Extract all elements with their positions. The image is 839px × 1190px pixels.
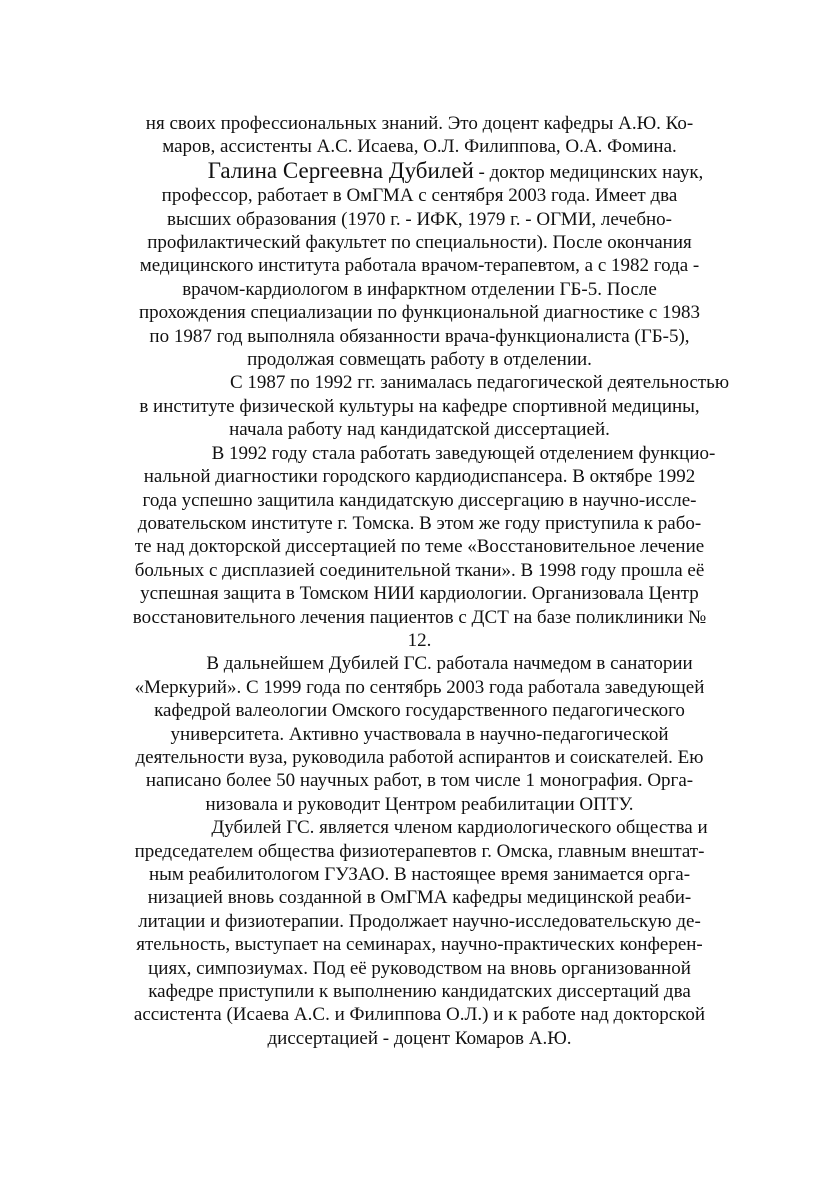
text-line-2: маров, ассистенты А.С. Исаева, О.Л. Филиппова, О.А. Фомина. — [162, 136, 677, 158]
bio-heading-line — [0, 159, 839, 184]
text-line-26: кафедрой валеологии Омского государственного педагогического — [154, 700, 685, 722]
text-line-6: профилактический факультет по специальности). После окончания — [147, 232, 692, 254]
text-line-36: ятельность, выступает на семинарах, научно-практических конферен- — [136, 934, 703, 956]
text-line-16: нальной диагностики городского кардиодиспансера. В октябре 1992 — [143, 466, 696, 488]
text-line-17: года успешно защитила кандидатскую диссергацию в научно-иссле- — [142, 489, 697, 511]
text-line-9: прохождения специализации по функциональной диагностике с 1983 — [138, 302, 701, 324]
text-line-33: ным реабилитологом ГУЗАО. В настоящее время занимается орга- — [148, 864, 691, 885]
text-line-12: С 1987 по 1992 гг. занималась педагогической деятельностью — [229, 372, 730, 394]
text-line-18: довательском институте г. Томска. В этом же году приступила к рабо- — [137, 512, 702, 534]
text-line-19: те над докторской диссертацией по теме «Восстановительное лечение — [134, 536, 705, 558]
text-line-28: деятельности вуза, руководила работой аспирантов и соискателей. Ею — [135, 746, 704, 768]
text-line-20: больных с дисплазией соединительной ткани». В 1998 году прошла её — [134, 559, 705, 581]
document-page — [0, 112, 839, 1050]
text-line-37: циях, симпозиумах. Под её руководством на вновь организованной — [148, 957, 691, 979]
text-line-25: «Меркурий». С 1999 года по сентябрь 2003 года работала заведующей — [134, 676, 705, 698]
text-line-10: по 1987 год выполняла обязанности врача-функционалиста (ГБ-5), — [149, 325, 690, 347]
text-line-14: начала работу над кандидатской диссертацией. — [229, 419, 610, 441]
text-line-34: низацией вновь созданной в ОмГМА кафедры медицинской реаби- — [147, 887, 692, 909]
text-line-13: в институте физической культуры на кафедре спортивной медицины, — [139, 395, 700, 417]
text-line-31: Дубилей ГС. является членом кардиологического общества и — [211, 817, 708, 839]
text-line-5: высших образования (1970 г. - ИФК, 1979 г. - ОГМИ, лечебно- — [166, 208, 673, 230]
text-line-4: профессор, работает в ОмГМА с сентября 2003 года. Имеет два — [161, 185, 678, 207]
text-line-23: 12. — [407, 629, 432, 651]
text-line-8: врачом-кардиологом в инфарктном отделении ГБ-5. После — [182, 278, 657, 300]
text-line-29: написано более 50 научных работ, в том числе 1 монография. Орга- — [145, 770, 694, 792]
text-line-15: В 1992 году стала работать заведующей отделением функцио- — [211, 442, 716, 464]
text-line-22: восстановительного лечения пациентов с ДСТ на базе поликлиники № — [132, 606, 707, 628]
text-line-35: литации и физиотерапии. Продолжает научно-исследовательскую де- — [138, 910, 701, 932]
heading-rest: - доктор медицинских наук, — [473, 161, 704, 183]
text-line-32: председателем общества физиотерапевтов г. Омска, главным внештат- — [134, 840, 705, 862]
text-line-1: ня своих профессиональных знаний. Это доцент кафедры А.Ю. Ко- — [145, 113, 694, 134]
person-name: Галина Сергеевна Дубилей — [207, 157, 474, 183]
text-line-24: В дальнейшем Дубилей ГС. работала начмедом в санатории — [206, 653, 693, 675]
text-line-30: низовала и руководит Центром реабилитации ОПТУ. — [205, 793, 634, 815]
text-line-27: университета. Активно участвовала в научно-педагогической — [170, 723, 669, 745]
text-line-40: диссертацией - доцент Комаров А.Ю. — [267, 1027, 572, 1049]
text-line-38: кафедре приступили к выполнению кандидатских диссертаций два — [148, 981, 691, 1003]
text-line-39: ассистента (Исаева А.С. и Филиппова О.Л.) и к работе над докторской — [133, 1004, 706, 1026]
text-line-7: медицинского института работала врачом-терапевтом, а с 1982 года - — [139, 255, 700, 277]
text-line-11: продолжая совмещать работу в отделении. — [247, 349, 592, 371]
text-line-21: успешная защита в Томском НИИ кардиологии. Организовала Центр — [140, 583, 699, 605]
